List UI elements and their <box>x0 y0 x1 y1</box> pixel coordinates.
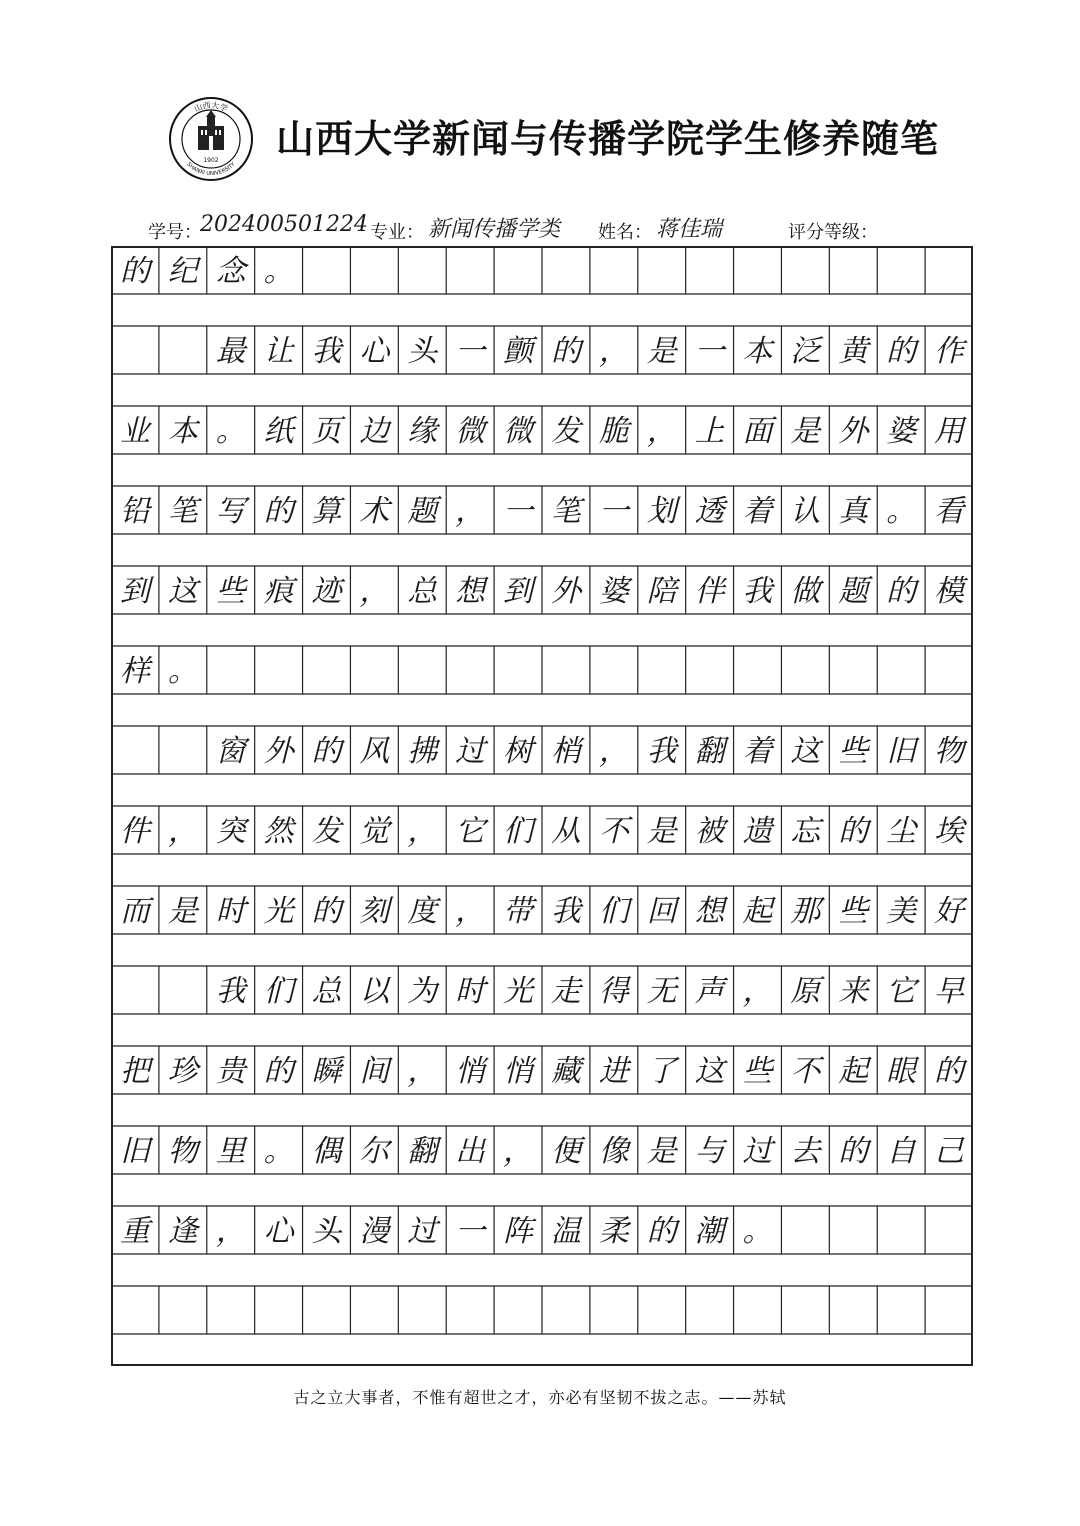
grid-row <box>111 646 973 694</box>
student-id-label: 学号： <box>148 222 202 243</box>
essay-line: 把 珍 贵 的 瞬 间 ， 悄 悄 藏 进 了 这 些 不 起 眼 的 <box>119 1054 965 1089</box>
essay-line: 业 本 。 纸 页 边 缘 微 微 发 脆 ， 上 面 是 外 婆 用 <box>119 414 965 449</box>
essay-line: 样 。 <box>119 654 198 689</box>
name-value: 蒋佳瑞 <box>656 217 723 242</box>
grid-row <box>111 1206 973 1254</box>
seal-ring-text: 山西大学 <box>192 100 230 114</box>
grid-row <box>111 566 973 614</box>
major-value: 新闻传播学类 <box>428 217 561 242</box>
essay-grid <box>111 246 973 1366</box>
essay-line: 我 们 总 以 为 时 光 走 得 无 声 ， 原 来 它 早 <box>215 974 965 1009</box>
page-title: 山西大学新闻与传播学院学生修养随笔 <box>276 116 940 161</box>
grid-row <box>111 966 973 1014</box>
grid-row <box>111 886 973 934</box>
grid-row <box>111 1286 973 1334</box>
grid-row <box>111 726 973 774</box>
major-label: 专业： <box>370 222 424 243</box>
grade-label: 评分等级： <box>788 222 878 243</box>
student-id-value: 202400501224 <box>200 212 368 237</box>
seal-year: 1902 <box>203 157 219 164</box>
grid-row <box>111 326 973 374</box>
grid-row <box>111 246 973 294</box>
grid-row <box>111 806 973 854</box>
essay-line: 的 纪 念 。 <box>119 254 294 289</box>
essay-line: 旧 物 里 。 偶 尔 翻 出 ， 便 像 是 与 过 去 的 自 己 <box>119 1134 965 1169</box>
essay-line: 最 让 我 心 头 一 颤 的 ， 是 一 本 泛 黄 的 作 <box>215 334 965 369</box>
university-seal-icon <box>168 96 254 182</box>
essay-line: 铅 笔 写 的 算 术 题 ， 一 笔 一 划 透 着 认 真 。 看 <box>119 494 965 529</box>
essay-line: 到 这 些 痕 迹 ， 总 想 到 外 婆 陪 伴 我 做 题 的 模 <box>119 574 965 609</box>
essay-line: 件 ， 突 然 发 觉 ， 它 们 从 不 是 被 遗 忘 的 尘 埃 <box>119 814 965 849</box>
student-info-line <box>148 210 938 246</box>
footer-quote: 古之立大事者，不惟有超世之才，亦必有坚韧不拔之志。——苏轼 <box>293 1388 787 1407</box>
seal-latin-text: SHANXI UNIVERSITY <box>185 161 237 178</box>
name-label: 姓名： <box>598 222 652 243</box>
grid-row <box>111 1126 973 1174</box>
essay-line: 重 逢 ， 心 头 漫 过 一 阵 温 柔 的 潮 。 <box>119 1214 773 1249</box>
grid-row <box>111 406 973 454</box>
grid-row <box>111 486 973 534</box>
grid-row <box>111 1046 973 1094</box>
essay-line: 而 是 时 光 的 刻 度 ， 带 我 们 回 想 起 那 些 美 好 <box>119 894 965 929</box>
essay-line: 窗 外 的 风 拂 过 树 梢 ， 我 翻 着 这 些 旧 物 <box>215 734 965 769</box>
page-header <box>0 0 1080 200</box>
